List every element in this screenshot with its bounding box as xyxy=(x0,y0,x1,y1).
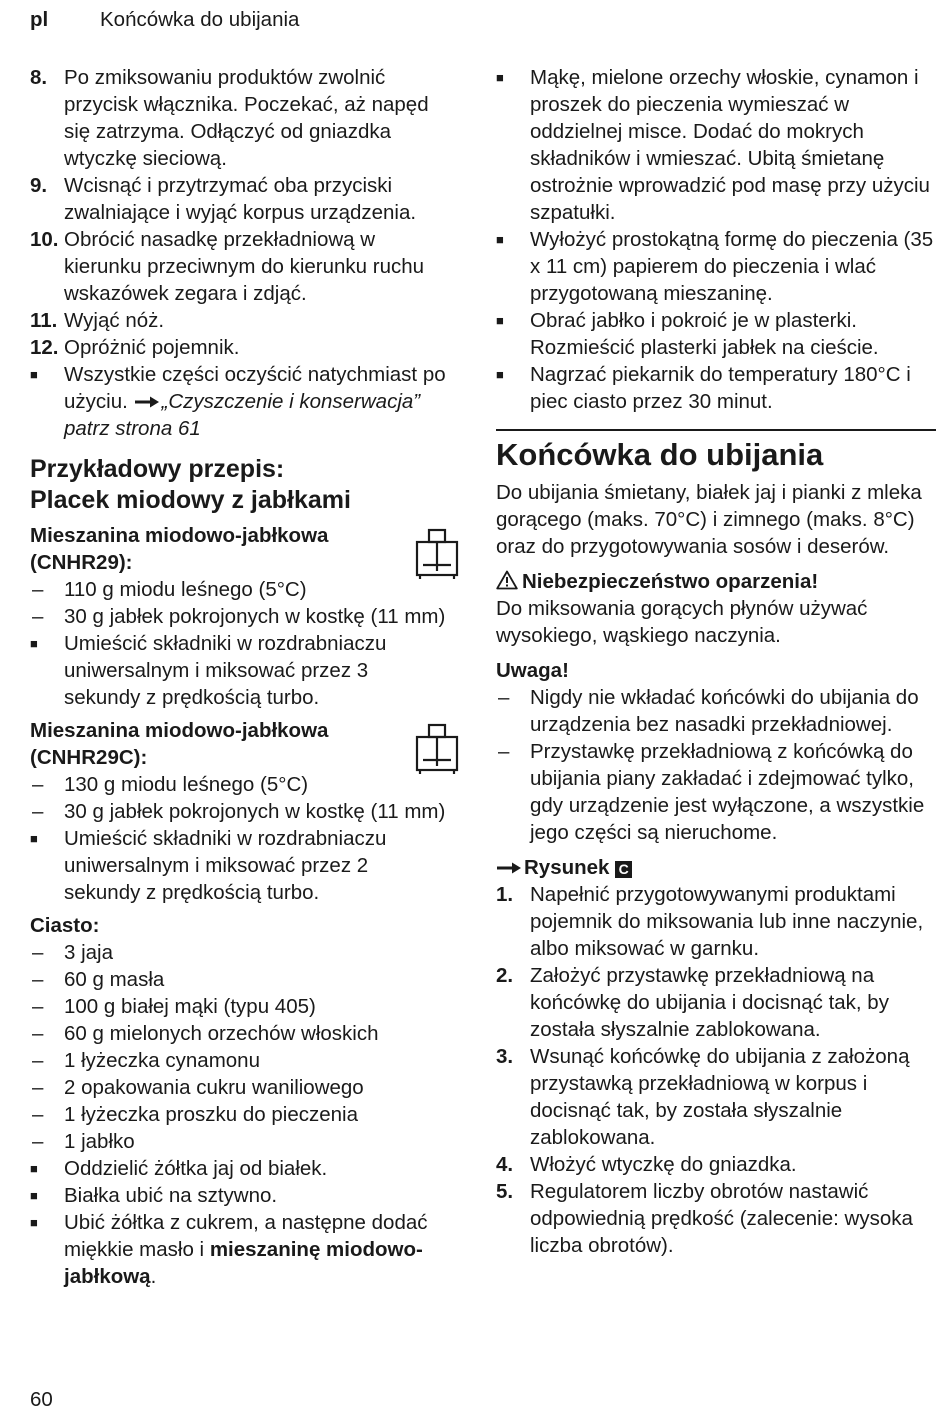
bullet-marker: ■ xyxy=(30,636,38,651)
instruction-text: Umieścić składniki w rozdrabniaczu uniwersalnym i miksować przez 2 sekundy z prędkością turbo. xyxy=(64,827,387,904)
note-item xyxy=(496,738,936,846)
ingredient-item xyxy=(30,576,450,603)
instruction-item xyxy=(30,825,450,906)
step-text: Wsunąć końcówkę do ubijania z założoną przystawką przekładniową w korpus i docisnąć tak, by została słyszalnie zablokowana. xyxy=(530,1045,910,1149)
bullet-marker: ■ xyxy=(496,70,504,85)
instruction-item xyxy=(496,64,936,226)
dash-marker: – xyxy=(32,1130,44,1153)
bullet-marker: ■ xyxy=(30,1215,38,1230)
instruction-text: Mąkę, mielone orzechy włoskie, cynamon i proszek do pieczenia wymieszać w oddzielnej misce. Dodać do mokrych składników i wmieszać. Ubitą śmietanę ostrożnie wprowadzić pod masę przy użyciu szpatułki. xyxy=(530,66,930,224)
ingredient-item xyxy=(30,1020,450,1047)
step-item xyxy=(30,226,450,307)
step-number: 9. xyxy=(30,174,48,197)
note-text: Nigdy nie wkładać końcówki do ubijania do urządzenia bez nasadki przekładniowej. xyxy=(530,686,919,736)
dash-marker: – xyxy=(32,1022,44,1045)
right-column xyxy=(496,64,936,1259)
bullet-marker: ■ xyxy=(496,313,504,328)
step-text: Napełnić przygotowywanymi produktami pojemnik do miksowania lub inne naczynie, albo miksować w garnku. xyxy=(530,883,924,960)
step-item xyxy=(30,334,450,361)
dash-marker: – xyxy=(32,605,44,628)
dash-marker: – xyxy=(32,578,44,601)
ingredient-text: 1 łyżeczka cynamonu xyxy=(64,1049,260,1072)
ingredient-text: 1 łyżeczka proszku do pieczenia xyxy=(64,1103,358,1126)
chopper-jar-icon xyxy=(414,723,460,775)
instruction-text: Oddzielić żółtka jaj od białek. xyxy=(64,1157,328,1180)
ingredient-item xyxy=(30,1101,450,1128)
cleaning-note xyxy=(30,361,450,442)
ingredient-text: 30 g jabłek pokrojonych w kostkę (11 mm) xyxy=(64,605,446,628)
language-code: pl xyxy=(30,8,49,31)
step-number: 1. xyxy=(496,883,514,906)
instruction-item xyxy=(30,1155,450,1182)
step-number: 5. xyxy=(496,1180,514,1203)
dash-marker: – xyxy=(498,740,510,763)
step-text: Opróżnić pojemnik. xyxy=(64,336,240,359)
dash-marker: – xyxy=(498,686,510,709)
bullet-marker: ■ xyxy=(30,831,38,846)
ingredient-item xyxy=(30,966,450,993)
ingredient-item xyxy=(30,939,450,966)
bullet-marker: ■ xyxy=(30,367,38,382)
step-number: 12. xyxy=(30,336,59,359)
instruction-item xyxy=(496,361,936,415)
ingredient-text: 2 opakowania cukru waniliowego xyxy=(64,1076,364,1099)
instruction-text: Obrać jabłko i pokroić je w plasterki. Rozmieścić plasterki jabłek na cieście. xyxy=(530,309,879,359)
recipe-title xyxy=(30,454,450,516)
bullet-marker: ■ xyxy=(30,1161,38,1176)
step-text: Regulatorem liczby obrotów nastawić odpowiednią prędkość (zalecenie: wysoka liczba obrotów). xyxy=(530,1180,913,1257)
ingredient-text: 60 g masła xyxy=(64,968,165,991)
page-header xyxy=(30,6,930,34)
figure-letter-badge: C xyxy=(615,861,632,878)
arrow-right-icon xyxy=(134,395,160,409)
dash-marker: – xyxy=(32,968,44,991)
ingredient-text: 30 g jabłek pokrojonych w kostkę (11 mm) xyxy=(64,800,446,823)
ingredient-item xyxy=(30,1074,450,1101)
instruction-item xyxy=(30,630,450,711)
step-number: 11. xyxy=(30,309,58,332)
arrow-right-icon xyxy=(496,861,522,875)
left-column xyxy=(30,64,450,1290)
step-text: Po zmiksowaniu produktów zwolnić przycisk włącznika. Poczekać, aż napęd się zatrzyma. Odłączyć od gniazdka wtyczkę sieciową. xyxy=(64,66,429,170)
step-number: 3. xyxy=(496,1045,514,1068)
ingredient-text: 60 g mielonych orzechów włoskich xyxy=(64,1022,379,1045)
dash-marker: – xyxy=(32,773,44,796)
section-title: Końcówka do ubijania xyxy=(496,437,824,472)
instruction-text: Nagrzać piekarnik do temperatury 180°C i piec ciasto przez 30 minut. xyxy=(530,363,911,413)
dash-marker: – xyxy=(32,1049,44,1072)
section-divider xyxy=(496,429,936,475)
mix2-block xyxy=(30,717,450,906)
ingredient-text: 3 jaja xyxy=(64,941,114,964)
step-item xyxy=(30,307,450,334)
step-item xyxy=(496,962,936,1043)
page-number: 60 xyxy=(30,1388,53,1411)
step-item xyxy=(496,1043,936,1151)
ingredient-text: 110 g miodu leśnego (5°C) xyxy=(64,578,307,601)
ingredient-item xyxy=(30,798,450,825)
mix2-title: Mieszanina miodowo-jabłkowa (CNHR29C): xyxy=(30,719,329,769)
step-text: Obrócić nasadkę przekładniową w kierunku przeciwnym do kierunku ruchu wskazówek zegara i zdjąć. xyxy=(64,228,425,305)
dash-marker: – xyxy=(32,800,44,823)
ingredient-item xyxy=(30,603,450,630)
instruction-text: Wyłożyć prostokątną formę do pieczenia (35 x 11 cm) papierem do pieczenia i wlać przygotowaną mieszaninę. xyxy=(530,228,934,305)
instruction-item xyxy=(30,1182,450,1209)
step-number: 2. xyxy=(496,964,514,987)
step-item xyxy=(496,1151,936,1178)
step-text: Wyjąć nóż. xyxy=(64,309,165,332)
dash-marker: – xyxy=(32,941,44,964)
warning-triangle-icon xyxy=(496,570,518,590)
header-section-title: Końcówka do ubijania xyxy=(100,8,300,31)
ingredient-item xyxy=(30,1128,450,1155)
note-title: Uwaga! xyxy=(496,659,569,682)
step-item xyxy=(30,172,450,226)
figure-label: Rysunek xyxy=(524,856,610,879)
instruction-period: . xyxy=(150,1265,157,1288)
instruction-item xyxy=(496,307,936,361)
ingredient-item xyxy=(30,1047,450,1074)
ingredient-text: 130 g miodu leśnego (5°C) xyxy=(64,773,309,796)
recipe-title-line-2: Placek miodowy z jabłkami xyxy=(30,486,351,514)
instruction-item xyxy=(496,226,936,307)
dash-marker: – xyxy=(32,995,44,1018)
dash-marker: – xyxy=(32,1103,44,1126)
warning-text: Do miksowania gorących płynów używać wysokiego, wąskiego naczynia. xyxy=(496,597,868,647)
ingredient-text: 100 g białej mąki (typu 405) xyxy=(64,995,316,1018)
bullet-marker: ■ xyxy=(30,1188,38,1203)
cross-reference-link[interactable]: „Czyszczenie i konserwacja” patrz strona 61 xyxy=(64,390,421,440)
instruction-emphasis: mieszaninę miodowo-jabłkową xyxy=(64,1238,423,1288)
instruction-item xyxy=(30,1209,450,1290)
step-item xyxy=(30,64,450,172)
bullet-marker: ■ xyxy=(496,367,504,382)
dash-marker: – xyxy=(32,1076,44,1099)
note-item xyxy=(496,684,936,738)
step-item xyxy=(496,881,936,962)
figure-reference xyxy=(496,854,936,881)
mix1-title: Mieszanina miodowo-jabłkowa (CNHR29): xyxy=(30,524,329,574)
instruction-text: Ubić żółtka z cukrem, a następne dodać miękkie masło i xyxy=(64,1211,428,1261)
instruction-text: Białka ubić na sztywno. xyxy=(64,1184,278,1207)
step-number: 4. xyxy=(496,1153,514,1176)
cleaning-text: Wszystkie części oczyścić natychmiast po użyciu. xyxy=(64,363,446,413)
ingredient-item xyxy=(30,993,450,1020)
recipe-title-line-1: Przykładowy przepis: xyxy=(30,455,285,483)
mix1-block xyxy=(30,522,450,711)
step-text: Założyć przystawkę przekładniową na końcówkę do ubijania i docisnąć tak, by została słyszalnie zablokowana. xyxy=(530,964,889,1041)
dough-title: Ciasto: xyxy=(30,914,100,937)
warning-heading xyxy=(496,568,936,595)
chopper-jar-icon xyxy=(414,528,460,580)
warning-title: Niebezpieczeństwo oparzenia! xyxy=(522,570,819,593)
step-number: 8. xyxy=(30,66,48,89)
instruction-text: Umieścić składniki w rozdrabniaczu uniwersalnym i miksować przez 3 sekundy z prędkością turbo. xyxy=(64,632,387,709)
section-intro: Do ubijania śmietany, białek jaj i pianki z mleka gorącego (maks. 70°C) i zimnego (maks. 8°C) oraz do przygotowywania sosów i deserów. xyxy=(496,481,922,558)
step-item xyxy=(496,1178,936,1259)
step-text: Włożyć wtyczkę do gniazdka. xyxy=(530,1153,797,1176)
bullet-marker: ■ xyxy=(496,232,504,247)
ingredient-text: 1 jabłko xyxy=(64,1130,135,1153)
step-text: Wcisnąć i przytrzymać oba przyciski zwalniające i wyjąć korpus urządzenia. xyxy=(64,174,417,224)
step-number: 10. xyxy=(30,228,59,251)
ingredient-item xyxy=(30,771,450,798)
note-text: Przystawkę przekładniową z końcówką do ubijania piany zakładać i zdejmować tylko, gdy urządzenie jest wyłączone, a wszystkie jego części są nieruchome. xyxy=(530,740,925,844)
